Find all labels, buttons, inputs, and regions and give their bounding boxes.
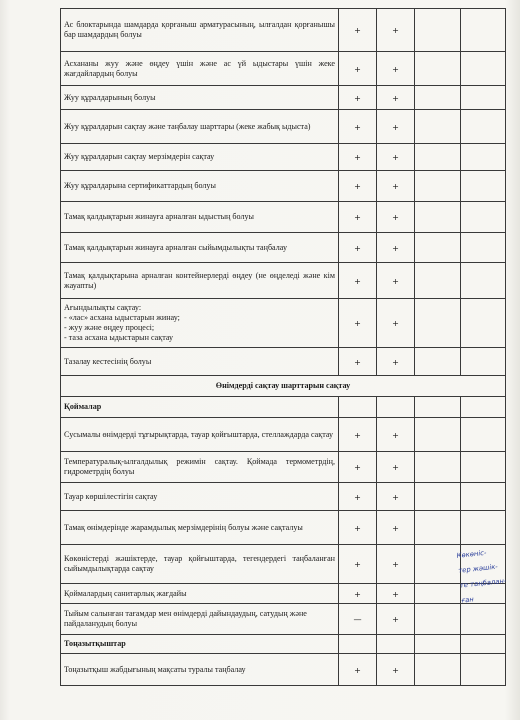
criterion-text: Температуралық-ылғалдылық режимін сақтау. Қоймада термометрдің, гидрометрдің болуы	[61, 452, 339, 483]
criterion-text: Тамақ қалдықтарын жинауға арналған сыйымдылықты таңбалау	[61, 233, 339, 263]
criterion-text: Жуу құралдарына сертификаттардың болуы	[61, 171, 339, 202]
empty-cell	[415, 233, 461, 263]
empty-cell	[415, 9, 461, 52]
empty-cell	[461, 171, 506, 202]
mark-plus: +	[377, 511, 415, 545]
mark-plus: +	[377, 9, 415, 52]
section-row	[61, 376, 506, 397]
empty-cell	[415, 144, 461, 171]
mark-plus: +	[377, 418, 415, 452]
empty-cell	[339, 397, 377, 418]
empty-cell	[461, 263, 506, 299]
mark-plus: +	[339, 86, 377, 110]
criterion-text: Көкөністерді жәшіктерде, тауар қойғыштарда, тегендердегі таңбаланған сыйымдылықтарда сақтау	[61, 545, 339, 584]
table-row	[61, 584, 506, 604]
mark-plus: +	[339, 348, 377, 376]
empty-cell	[415, 110, 461, 144]
subsection-row	[61, 635, 506, 654]
empty-cell	[377, 397, 415, 418]
empty-cell	[415, 654, 461, 686]
criterion-text: Тауар көршілестігін сақтау	[61, 483, 339, 511]
mark-plus: +	[339, 110, 377, 144]
table-row	[61, 452, 506, 483]
empty-cell	[415, 397, 461, 418]
table-row	[61, 171, 506, 202]
criterion-text: Қоймалардың санитарлық жағдайы	[61, 584, 339, 604]
empty-cell	[461, 348, 506, 376]
table-row	[61, 654, 506, 686]
criterion-text: Тамақ қалдықтарына арналған контейнерлерді өңдеу (не өңделеді және кім жауапты)	[61, 263, 339, 299]
empty-cell	[461, 144, 506, 171]
table-row	[61, 202, 506, 233]
table-row	[61, 52, 506, 86]
mark-plus: +	[339, 202, 377, 233]
empty-cell	[461, 418, 506, 452]
table-row	[61, 511, 506, 545]
empty-cell	[461, 397, 506, 418]
criterion-line: - таза асхана ыдыстарын сақтау	[64, 333, 174, 342]
subsection-title: Қоймалар	[61, 397, 339, 418]
inspection-checklist-table	[60, 8, 506, 686]
mark-plus: +	[377, 545, 415, 584]
mark-plus: +	[339, 171, 377, 202]
empty-cell	[461, 299, 506, 348]
empty-cell	[461, 202, 506, 233]
empty-cell	[461, 452, 506, 483]
empty-cell	[415, 86, 461, 110]
empty-cell	[461, 635, 506, 654]
empty-cell	[461, 483, 506, 511]
handwritten-note-cell	[456, 545, 507, 605]
note-line: тер жәшік-	[457, 562, 499, 575]
empty-cell	[377, 635, 415, 654]
note-line: Көкөніс-	[456, 548, 487, 560]
mark-plus: +	[377, 299, 415, 348]
table-row	[61, 110, 506, 144]
mark-plus: +	[377, 654, 415, 686]
table-row	[61, 9, 506, 52]
mark-plus: +	[339, 584, 377, 604]
mark-plus: +	[377, 86, 415, 110]
table-row	[61, 144, 506, 171]
criterion-text: Тоңазытқыш жабдығының мақсаты туралы таңбалау	[61, 654, 339, 686]
mark-plus: +	[339, 452, 377, 483]
table-row	[61, 263, 506, 299]
criterion-text: Жуу құралдарын сақтау мерзімдерін сақтау	[61, 144, 339, 171]
empty-cell	[461, 654, 506, 686]
mark-plus: +	[377, 604, 415, 635]
mark-plus: +	[377, 263, 415, 299]
empty-cell	[461, 233, 506, 263]
mark-plus: +	[377, 348, 415, 376]
empty-cell	[461, 86, 506, 110]
mark-plus: +	[339, 9, 377, 52]
empty-cell	[415, 418, 461, 452]
empty-cell	[339, 635, 377, 654]
section-title: Өнімдерді сақтау шарттарын сақтау	[61, 376, 506, 397]
mark-plus: +	[339, 233, 377, 263]
criterion-text: Асхананы жуу және өңдеу үшін және ас үй ыдыстары үшін жеке жағдайлардың болуы	[61, 52, 339, 86]
mark-plus: +	[377, 233, 415, 263]
mark-plus: +	[339, 654, 377, 686]
mark-plus: +	[339, 263, 377, 299]
criterion-text: Жуу құралдарының болуы	[61, 86, 339, 110]
table-row	[61, 545, 506, 584]
note-line: ған	[461, 595, 475, 605]
table-row	[61, 86, 506, 110]
empty-cell	[415, 299, 461, 348]
criterion-text: Тыйым салынған тағамдар мен өнімдерді дайындаудың, сатудың және пайдаланудың болуы	[61, 604, 339, 635]
empty-cell	[415, 263, 461, 299]
empty-cell	[415, 545, 461, 584]
table-row	[61, 299, 506, 348]
mark-plus: +	[339, 418, 377, 452]
empty-cell	[415, 604, 461, 635]
criterion-line: Ағындылықты сақтау:	[64, 303, 142, 312]
table-row	[61, 604, 506, 635]
criterion-text: Жуу құралдарын сақтау және таңбалау шарттары (жеке жабық ыдыста)	[61, 110, 339, 144]
empty-cell	[415, 584, 461, 604]
mark-plus: +	[377, 144, 415, 171]
empty-cell	[461, 110, 506, 144]
criterion-text: Тамақ қалдықтарын жинауға арналған ыдыстың болуы	[61, 202, 339, 233]
table-row	[61, 418, 506, 452]
criterion-text: Тамақ өнімдерінде жарамдылық мерзімдерінің болуы және сақталуы	[61, 511, 339, 545]
empty-cell	[415, 635, 461, 654]
subsection-row	[61, 397, 506, 418]
table-row	[61, 483, 506, 511]
mark-plus: +	[377, 483, 415, 511]
criterion-text	[61, 299, 339, 348]
empty-cell	[415, 452, 461, 483]
criterion-text: Тазалау кестесінің болуы	[61, 348, 339, 376]
empty-cell	[461, 52, 506, 86]
table-row	[61, 348, 506, 376]
mark-plus: +	[377, 110, 415, 144]
mark-plus: +	[377, 52, 415, 86]
mark-plus: +	[339, 144, 377, 171]
criterion-line: - «лас» асхана ыдыстарын жинау;	[64, 313, 180, 322]
empty-cell	[415, 171, 461, 202]
mark-plus: +	[339, 299, 377, 348]
mark-plus: +	[339, 545, 377, 584]
table-row	[61, 233, 506, 263]
handwritten-note	[456, 539, 515, 612]
mark-plus: +	[377, 452, 415, 483]
criterion-line: - жуу және өңдеу процесі;	[64, 323, 155, 332]
mark-plus: +	[377, 584, 415, 604]
mark-plus: +	[377, 171, 415, 202]
empty-cell	[415, 483, 461, 511]
criterion-text: Ас блоктарында шамдарда қорғаныш арматурасының, ылғалдан қорғанышы бар шамдардың болуы	[61, 9, 339, 52]
mark-plus: +	[339, 52, 377, 86]
mark-minus: —	[339, 604, 377, 635]
mark-plus: +	[377, 202, 415, 233]
empty-cell	[415, 52, 461, 86]
note-line: те таңбалан-	[459, 576, 507, 590]
mark-plus: +	[339, 511, 377, 545]
empty-cell	[415, 511, 461, 545]
criterion-text: Сусымалы өнімдерді тұғырықтарда, тауар қойғыштарда, стеллаждарда сақтау	[61, 418, 339, 452]
empty-cell	[415, 348, 461, 376]
subsection-title: Тоңазытқыштар	[61, 635, 339, 654]
mark-plus: +	[339, 483, 377, 511]
empty-cell	[415, 202, 461, 233]
empty-cell	[461, 9, 506, 52]
